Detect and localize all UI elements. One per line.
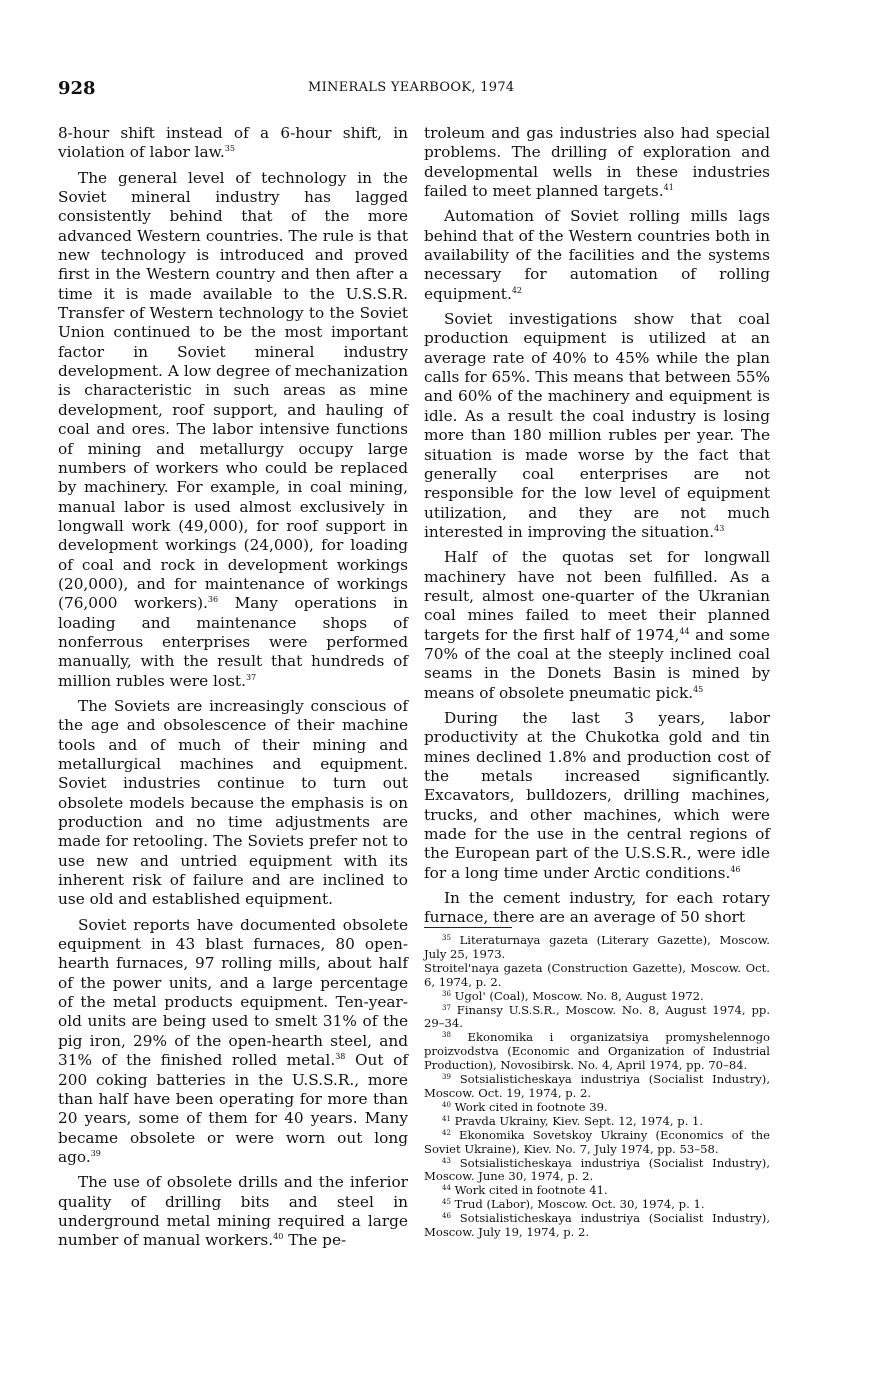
- footnote-ref: 36: [207, 595, 219, 605]
- paragraph: [58, 124, 408, 163]
- footnote-text: Work cited in footnote 41.: [454, 1183, 608, 1198]
- footnote-number: 41: [442, 1114, 451, 1123]
- paragraph-text: During the last 3 years, labor productivity at the Chukotka gold and tin mines declined 1.8% and production cost of the metals increased significantly. Excavators, bulldozers, drilling machines, trucks, and other machines, which were made for the use in the central regions of the European part of the U.S.S.R., were idle for a long time under Arctic conditions.: [424, 708, 770, 882]
- footnote-number: 39: [442, 1073, 451, 1082]
- footnote-rule: [424, 927, 512, 928]
- running-head: MINERALS YEARBOOK, 1974: [308, 80, 515, 95]
- footnote-number: 35: [442, 934, 451, 942]
- paragraph-text: troleum and gas industries also had special problems. The drilling of exploration and developmental wells in these industries failed to meet planned targets.: [424, 124, 770, 201]
- paragraph: [424, 709, 770, 883]
- footnote-text: Pravda Ukrainy, Kiev. Sept. 12, 1974, p. 1.: [454, 1113, 704, 1128]
- paragraph: [58, 916, 408, 1167]
- paragraph-text: The general level of technology in the Soviet mineral industry has lagged consistently behind that of the more advanced Western countries. The rule is that new technology is introduced and proved first in the Western country and then after a time it is made available to the U.S.S.R. Transfer of Western technology to the Soviet Union continued to be the most important factor in Soviet mineral industry development. A low degree of mechanization is characteristic in such areas as mine development, roof support, and hauling of coal and ores. The labor intensive functions of mining and metallurgy occupy large numbers of workers who could be replaced by machinery. For example, in coal mining, manual labor is used almost exclusively in longwall work (49,000), for roof support in development workings (24,000), for loading of coal and rock in development workings (20,000), and for maintenance of workings (76,000 workers).: [58, 168, 408, 613]
- footnote: [424, 1004, 770, 1032]
- page-header: [58, 78, 768, 104]
- footnote-text: Ekonomika i organizatsiya promyshelennogo proizvodstva (Economic and Organization of Industrial Production), Novosibirsk. No. 4, April 1974, pp. 70–84.: [424, 1030, 770, 1073]
- footnote: [424, 990, 770, 1004]
- footnote-ref: 35: [224, 144, 235, 154]
- footnote-number: 38: [442, 1031, 451, 1040]
- footnote-ref: 39: [90, 1148, 101, 1158]
- footnote: [424, 1101, 770, 1115]
- footnote-ref: 43: [714, 523, 725, 533]
- footnote: [424, 1031, 770, 1073]
- paragraph: [424, 889, 770, 928]
- left-column: [58, 124, 408, 1257]
- page-number: 928: [58, 78, 96, 99]
- footnote-text: Ekonomika Sovetskoy Ukrainy (Economics of the Soviet Ukraine), Kiev. No. 7, July 1974, pp. 53–58.: [424, 1127, 770, 1156]
- footnote-ref: 40: [273, 1232, 284, 1242]
- footnote: [424, 962, 770, 990]
- footnote-text: Sotsialisticheskaya industriya (Socialist Industry), Moscow. June 30, 1974, p. 2.: [424, 1155, 771, 1184]
- footnote-ref: 38: [335, 1052, 346, 1062]
- footnote: [424, 1073, 770, 1101]
- footnote: [424, 1198, 770, 1212]
- footnote-ref: 41: [663, 183, 674, 193]
- footnote-ref: 42: [511, 285, 522, 295]
- footnote-ref: 45: [693, 684, 704, 694]
- footnote: [424, 1115, 770, 1129]
- paragraph-text: Soviet reports have documented obsolete equipment in 43 blast furnaces, 80 open-hearth furnaces, 97 rolling mills, about half of the power units, and a large percentage of the metal products equipment. Ten-year-old units are being used to smelt 31% of the pig iron, 29% of the open-hearth steel, and 31% of the finished rolled metal.: [58, 915, 408, 1070]
- footnote-text: Ugol' (Coal), Moscow. No. 8, August 1972.: [454, 988, 704, 1003]
- footnote: [424, 1212, 770, 1240]
- footnote-text: Sotsialisticheskaya industriya (Socialist Industry), Moscow. July 19, 1974, p. 2.: [424, 1211, 771, 1240]
- paragraph-text: Many operations in loading and maintenance shops of nonferrous enterprises were performed manually, with the result that hundreds of million rubles were lost.: [58, 594, 408, 690]
- footnote-number: 44: [442, 1184, 451, 1193]
- paragraph-text: and some 70% of the coal at the steeply inclined coal seams in the Donets Basin is mined by means of obsolete pneumatic pick.: [424, 625, 770, 702]
- paragraph: [424, 124, 770, 201]
- paragraph-text: The Soviets are increasingly conscious of the age and obsolescence of their machine tools and of much of their mining and metallurgical machines and equipment. Soviet industries continue to turn out obsolete models because the emphasis is on production and no time adjustments are made for retooling. The Soviets prefer not to use new and untried equipment with its inherent risk of failure and are inclined to use old and established equipment.: [58, 696, 408, 909]
- paragraph: [58, 697, 408, 910]
- paragraph: [424, 207, 770, 304]
- footnote-text: Sotsialisticheskaya industriya (Socialist Industry), Moscow. Oct. 19, 1974, p. 2.: [424, 1072, 771, 1100]
- footnote: [424, 934, 770, 962]
- footnote: [424, 1184, 770, 1198]
- paragraph-text: Automation of Soviet rolling mills lags behind that of the Western countries both in availability of the facilities and the systems necessary for automation of rolling equipment.: [424, 207, 770, 303]
- right-column: [424, 124, 770, 934]
- paragraph: [58, 1173, 408, 1250]
- paragraph-text: 8-hour shift instead of a 6-hour shift, in violation of labor law.: [58, 124, 408, 162]
- footnote-number: 43: [442, 1156, 451, 1165]
- footnote-ref: 44: [679, 626, 690, 636]
- footnote-number: 42: [442, 1128, 451, 1137]
- footnotes: [424, 934, 770, 1240]
- paragraph: [424, 548, 770, 703]
- footnote-text: Trud (Labor), Moscow. Oct. 30, 1974, p. 1.: [454, 1197, 705, 1212]
- paragraph-text: The pe-: [283, 1231, 347, 1250]
- paragraph-text: The use of obsolete drills and the inferior quality of drilling bits and steel in underground metal mining required a large number of manual workers.: [58, 1173, 408, 1250]
- footnote-number: 40: [442, 1100, 451, 1109]
- footnote: [424, 1129, 770, 1157]
- footnote-number: 46: [442, 1212, 451, 1221]
- footnote-text: Work cited in footnote 39.: [454, 1099, 608, 1114]
- footnote-number: 45: [442, 1198, 451, 1207]
- footnote-number: 36: [442, 989, 451, 998]
- paragraph-text: Half of the quotas set for longwall machinery have not been fulfilled. As a result, almost one-quarter of the Ukranian coal mines failed to meet their planned targets for the first half of 1974,: [424, 548, 770, 644]
- footnote: [424, 1157, 770, 1185]
- footnote-number: 37: [442, 1003, 451, 1012]
- paragraph-text: Soviet investigations show that coal production equipment is utilized at an average rate of 40% to 45% while the plan calls for 65%. This means that between 55% and 60% of the machinery and equipment is idle. As a result the coal industry is losing more than 180 million rubles per year. The situation is made worse by the fact that generally coal enterprises are not responsible for the low level of equipment utilization, and they are not much interested in improving the situation.: [424, 310, 770, 541]
- footnote-ref: 46: [730, 864, 741, 874]
- paragraph: [58, 169, 408, 691]
- footnote-text: Stroitel'naya gazeta (Construction Gazette), Moscow. Oct. 6, 1974, p. 2.: [424, 960, 770, 989]
- footnote-text: Literaturnaya gazeta (Literary Gazette), Moscow. July 25, 1973.: [424, 933, 770, 961]
- footnote-ref: 37: [245, 672, 257, 682]
- paragraph-text: In the cement industry, for each rotary furnace, there are an average of 50 short: [424, 889, 770, 927]
- paragraph-text: Out of 200 coking batteries in the U.S.S.R., more than half have been operating for more than 20 years, some of them for 40 years. Many became obsolete or were worn out long ago.: [58, 1051, 408, 1166]
- paragraph: [424, 310, 770, 542]
- footnote-text: Finansy U.S.S.R., Moscow. No. 8, August 1974, pp. 29–34.: [424, 1002, 771, 1031]
